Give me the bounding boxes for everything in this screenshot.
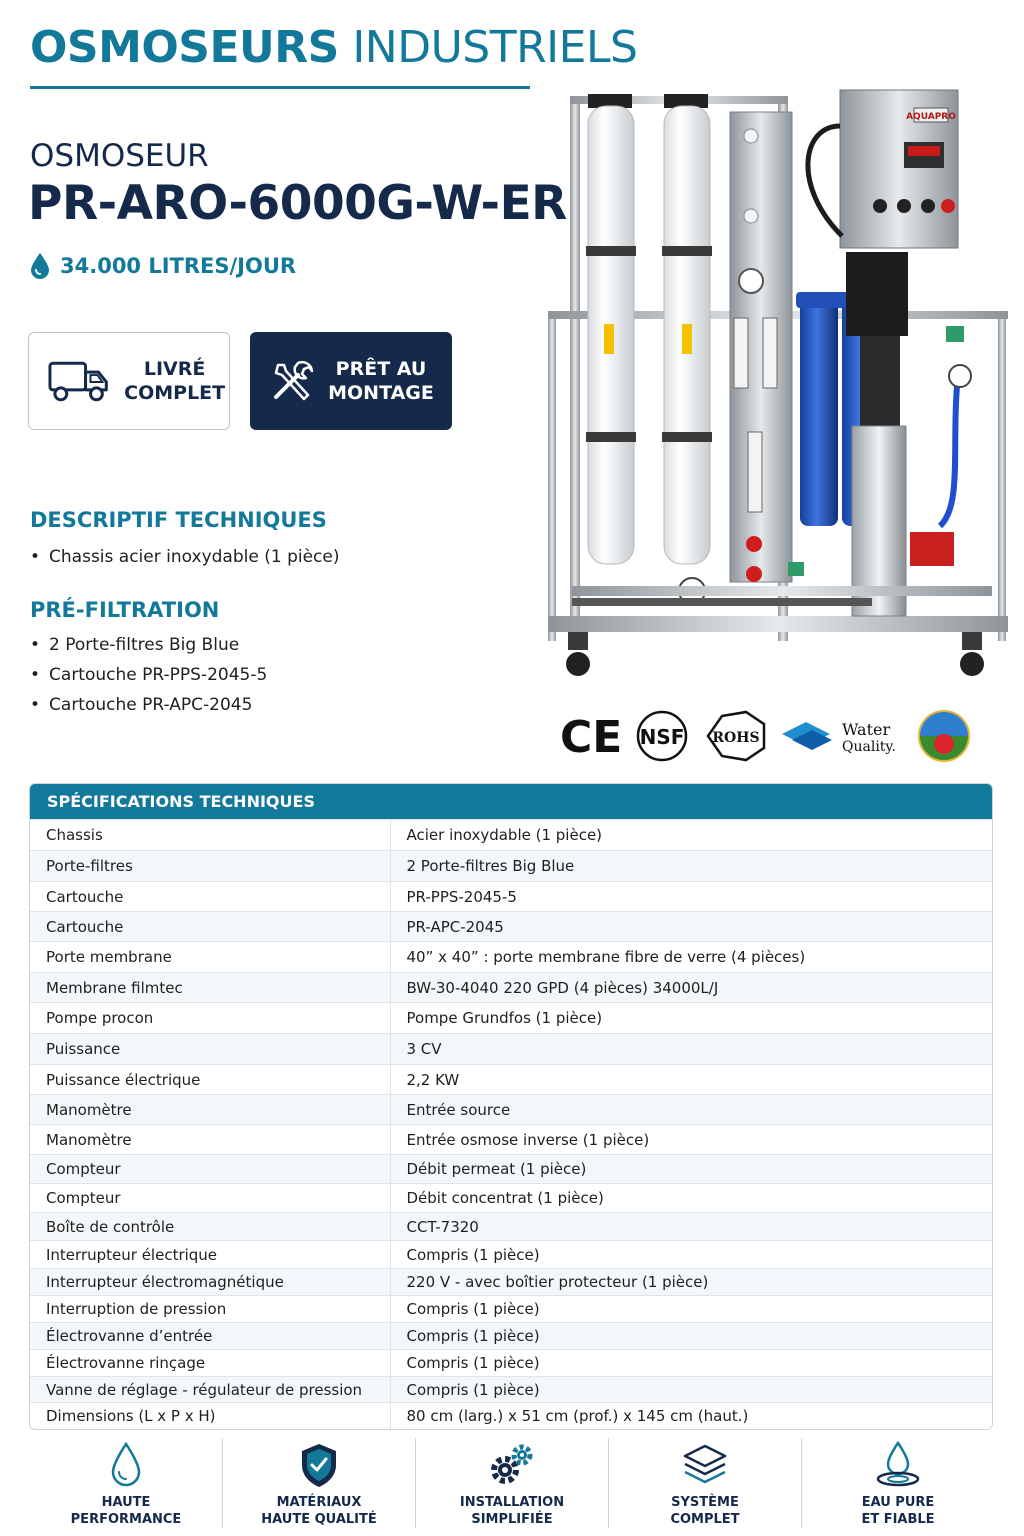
- spec-key: Manomètre: [30, 1125, 390, 1155]
- layers-icon: [681, 1442, 729, 1488]
- table-row: [30, 942, 992, 973]
- spec-value: Débit permeat (1 pièce): [390, 1155, 992, 1184]
- badge-pure-water: [801, 1438, 994, 1528]
- spec-value: BW-30-4040 220 GPD (4 pièces) 34000L/J: [390, 973, 992, 1003]
- ce-logo: [560, 712, 622, 763]
- table-row: [30, 1065, 992, 1095]
- table-row: [30, 1241, 992, 1269]
- list-item: • Cartouche PR-APC-2045: [30, 690, 267, 720]
- spec-value: Compris (1 pièce): [390, 1241, 992, 1269]
- spec-key: Vanne de réglage - régulateur de pression: [30, 1377, 390, 1403]
- badge-materials-line2: HAUTE QUALITÉ: [261, 1512, 377, 1527]
- badge-system-line1: SYSTÈME: [671, 1495, 739, 1510]
- osmosis-machine-image: [542, 86, 1012, 686]
- spec-value: Débit concentrat (1 pièce): [390, 1184, 992, 1213]
- shield-check-icon: [298, 1441, 340, 1489]
- spec-value: Pompe Grundfos (1 pièce): [390, 1003, 992, 1034]
- spec-value: 40” x 40” : porte membrane fibre de verre (4 pièces): [390, 942, 992, 973]
- water-drop-icon: [109, 1441, 143, 1489]
- table-row: [30, 1403, 992, 1429]
- spec-value: Entrée osmose inverse (1 pièce): [390, 1125, 992, 1155]
- spec-key: Cartouche: [30, 912, 390, 942]
- spec-value: Compris (1 pièce): [390, 1323, 992, 1350]
- water-drop-icon: [30, 252, 50, 280]
- brand-label: AQUAPRO: [906, 112, 956, 122]
- spec-key: Cartouche: [30, 882, 390, 912]
- page-title-light: INDUSTRIELS: [352, 22, 638, 73]
- spec-value: Acier inoxydable (1 pièce): [390, 820, 992, 851]
- gold-seal-logo: [919, 711, 969, 761]
- table-row: [30, 851, 992, 882]
- spec-value: Compris (1 pièce): [390, 1377, 992, 1403]
- tools-icon: [268, 357, 316, 405]
- spec-value: 80 cm (larg.) x 51 cm (prof.) x 145 cm (haut.): [390, 1403, 992, 1429]
- table-row: [30, 973, 992, 1003]
- nsf-logo: [638, 712, 686, 760]
- specifications-table: [29, 783, 993, 1430]
- table-row: [30, 1003, 992, 1034]
- spec-value: Compris (1 pièce): [390, 1296, 992, 1323]
- table-row: [30, 1350, 992, 1377]
- title-divider: [30, 86, 530, 89]
- ce-text: CE: [560, 712, 623, 763]
- descriptif-heading: DESCRIPTIF TECHNIQUES: [30, 508, 327, 532]
- spec-value: PR-PPS-2045-5: [390, 882, 992, 912]
- list-item: • 2 Porte-filtres Big Blue: [30, 630, 267, 660]
- table-row: [30, 1095, 992, 1125]
- spec-key: Compteur: [30, 1155, 390, 1184]
- descriptif-list: [30, 542, 339, 572]
- badge-installation-line2: SIMPLIFIÉE: [471, 1512, 553, 1527]
- badge-pure-water-line2: ET FIABLE: [861, 1512, 935, 1527]
- spec-key: Compteur: [30, 1184, 390, 1213]
- prefiltration-list: [30, 630, 267, 720]
- list-item: • Chassis acier inoxydable (1 pièce): [30, 542, 339, 572]
- spec-value: PR-APC-2045: [390, 912, 992, 942]
- table-row: [30, 1034, 992, 1065]
- feature-ready-line2: MONTAGE: [328, 382, 434, 404]
- gears-icon: [489, 1442, 535, 1488]
- spec-value: Entrée source: [390, 1095, 992, 1125]
- spec-value: Compris (1 pièce): [390, 1350, 992, 1377]
- badge-installation: [415, 1438, 608, 1528]
- capacity-text: 34.000 LITRES/JOUR: [60, 254, 297, 278]
- truck-icon: [47, 358, 110, 404]
- spec-key: Dimensions (L x P x H): [30, 1403, 390, 1429]
- product-model: PR-ARO-6000G-W-ER: [28, 176, 567, 231]
- feature-ready-line1: PRÊT AU: [335, 358, 427, 380]
- feature-delivered-line1: LIVRÉ: [143, 358, 206, 380]
- spec-value: 3 CV: [390, 1034, 992, 1065]
- spec-key: Pompe procon: [30, 1003, 390, 1034]
- spec-key: Interruption de pression: [30, 1296, 390, 1323]
- badge-performance-line2: PERFORMANCE: [70, 1512, 182, 1527]
- table-row: [30, 1155, 992, 1184]
- badge-system-line2: COMPLET: [670, 1512, 740, 1527]
- capacity: [30, 252, 296, 280]
- spec-key: Chassis: [30, 820, 390, 851]
- certification-logos: [556, 708, 976, 764]
- spec-key: Électrovanne rinçage: [30, 1350, 390, 1377]
- table-row: [30, 912, 992, 942]
- table-row: [30, 1184, 992, 1213]
- prefiltration-heading: PRÉ-FILTRATION: [30, 598, 220, 622]
- feature-delivered: [28, 332, 230, 430]
- spec-key: Puissance: [30, 1034, 390, 1065]
- spec-key: Manomètre: [30, 1095, 390, 1125]
- rohs-logo: [708, 712, 764, 760]
- spec-key: Membrane filmtec: [30, 973, 390, 1003]
- list-item: • Cartouche PR-PPS-2045-5: [30, 660, 267, 690]
- badge-materials: [222, 1438, 415, 1528]
- table-row: [30, 1125, 992, 1155]
- page-title-bold: OSMOSEURS: [30, 22, 339, 73]
- table-row: [30, 882, 992, 912]
- badge-system: [608, 1438, 801, 1528]
- feature-delivered-line2: COMPLET: [124, 382, 226, 404]
- nsf-text: NSF: [639, 725, 685, 749]
- table-row: [30, 1296, 992, 1323]
- badge-performance: [30, 1438, 222, 1528]
- spec-value: 2,2 KW: [390, 1065, 992, 1095]
- spec-key: Boîte de contrôle: [30, 1213, 390, 1241]
- table-row: [30, 1323, 992, 1350]
- water-quality-line1: Water: [842, 720, 891, 739]
- table-row: [30, 1377, 992, 1403]
- badge-installation-line1: INSTALLATION: [459, 1495, 565, 1510]
- rohs-text: ROHS: [712, 730, 760, 746]
- feature-ready: [250, 332, 452, 430]
- spec-key: Porte-filtres: [30, 851, 390, 882]
- spec-key: Électrovanne d’entrée: [30, 1323, 390, 1350]
- water-quality-line2: Quality.: [842, 739, 896, 755]
- table-row: [30, 1213, 992, 1241]
- table-row: [30, 1269, 992, 1296]
- badge-materials-line1: MATÉRIAUX: [276, 1495, 362, 1510]
- spec-key: Interrupteur électromagnétique: [30, 1269, 390, 1296]
- drop-splash-icon: [872, 1441, 924, 1489]
- spec-value: 220 V - avec boîtier protecteur (1 pièce): [390, 1269, 992, 1296]
- badge-performance-line1: HAUTE: [101, 1495, 151, 1510]
- spec-key: Interrupteur électrique: [30, 1241, 390, 1269]
- spec-value: CCT-7320: [390, 1213, 992, 1241]
- badge-pure-water-line1: EAU PURE: [861, 1495, 935, 1510]
- product-kind: OSMOSEUR: [30, 138, 209, 174]
- page-title: [30, 22, 637, 73]
- spec-key: Porte membrane: [30, 942, 390, 973]
- spec-key: Puissance électrique: [30, 1065, 390, 1095]
- spec-value: 2 Porte-filtres Big Blue: [390, 851, 992, 882]
- water-quality-logo: [782, 720, 896, 755]
- table-row: [30, 820, 992, 851]
- specifications-heading: SPÉCIFICATIONS TECHNIQUES: [30, 784, 992, 819]
- benefit-badges: [30, 1438, 994, 1528]
